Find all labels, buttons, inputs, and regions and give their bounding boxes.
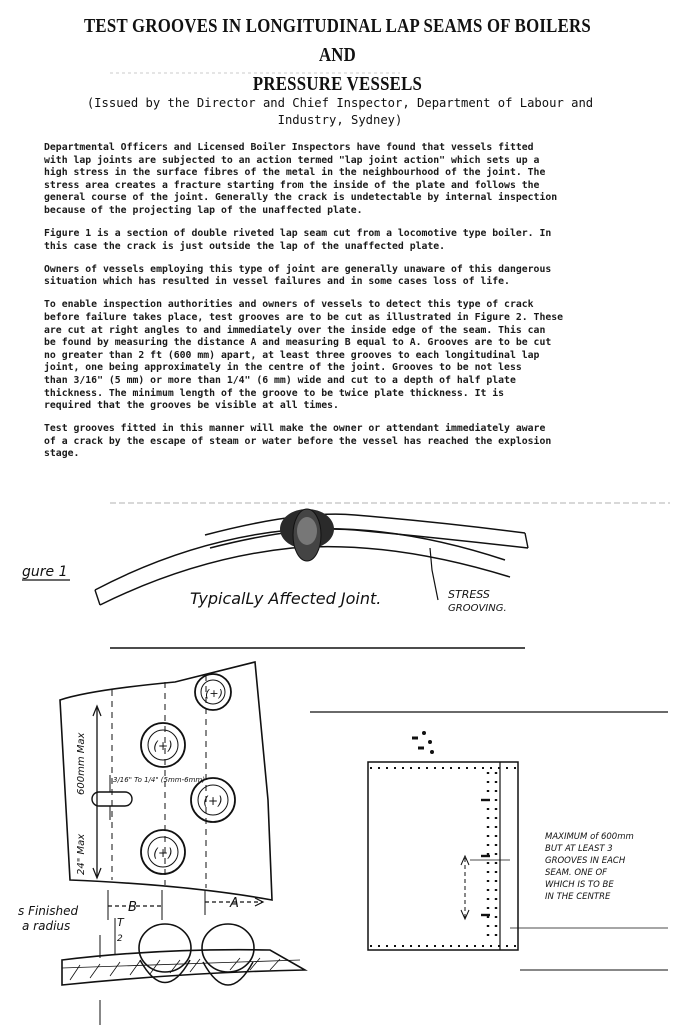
dimension-b-label: B [128,900,137,915]
title-line-2: PRESSURE VESSELS [252,74,423,95]
rivet-mark: (+) [205,687,223,700]
paragraph-owners-warning: Owners of vessels employing this type of joint are generally unaware of this dangerous situation which has resulted in vessel failures and in some cases loss of life. [44,263,552,288]
note-line-6: IN THE CENTRE [545,892,611,902]
paragraph-lap-joint-action: Departmental Officers and Licensed Boiler Inspectors have found that vessels fitted with lap joints are subjected to an action termed "lap joint action" which sets up a high stress in the surface fibres of the metal in the neighbourhood of the joint. The stress area creates a fracture starting from the inside of the plate and follows the general course of the joint. Generally the crack is undetectable by internal inspection because of the projecting lap of the unaffected plate. [44,142,558,216]
figure-3-note [545,832,634,902]
paragraph-test-grooves: Test grooves fitted in this manner will make the owner or attendant immediately aware of a crack by the escape of steam or water before the vessel has reached the explosion stage. [44,423,552,460]
figure-1-label: gure 1 [22,564,68,580]
issuer-line-1: (Issued by the Director and Chief Inspector, Department of Labour and [86,96,594,110]
figure-1-caption: TypicalLy Affected Joint. [190,589,382,608]
note-line-3: GROOVES IN EACH [545,856,626,866]
thickness-t-label: T [117,916,124,929]
dimension-24-inch: 24" Max [76,833,87,875]
stress-label: STRESS [448,588,490,601]
rivet-mark: (+) [203,794,223,808]
dimension-600mm: 600mm Max [76,732,87,795]
figure-2-section-view [62,918,305,1025]
finished-label: s Finished [18,904,79,918]
figure-1-lap-joint [95,509,528,648]
note-line-2: BUT AT LEAST 3 [545,844,613,854]
note-line-4: SEAM. ONE OF [545,868,608,878]
title-line-1: TEST GROOVES IN LONGITUDINAL LAP SEAMS OF BOILERS AND [83,16,592,66]
note-line-1: MAXIMUM of 600mm [545,832,634,842]
rivet-mark: (+) [153,846,173,860]
paragraph-inspection-procedure: To enable inspection authorities and owners of vessels to detect this type of crack before failure takes place, test grooves are to be cut as illustrated in Figure 2. These are cut at right angles to and immediately over the inside edge of the seam. This can be found by measuring the distance A and measuring B equal to A. Grooves are to be cut no greater than 2 ft (600 mm) apart, at least three grooves to each longitudinal lap joint, one being approximately in the centre of the joint. Grooves to be not less than 3/16" (5 mm) or more than 1/4" (6 mm) wide and cut to a depth of half plate thickness. The minimum length of the groove to be twice plate thickness. It is required that the grooves be visible at all times. [44,299,564,412]
groove-width-note: 3/16" To 1/4" (5mm-6mm) [113,776,205,784]
half-thickness-label: 2 [117,934,123,944]
figure-2-plan-view [60,662,272,920]
issuer-line-2: Industry, Sydney) [277,113,403,127]
grooving-label: GROOVING. [448,603,507,614]
paragraph-figure-1: Figure 1 is a section of double riveted lap seam cut from a locomotive type boiler. In this case the crack is just outside the lap of the unaffected plate. [44,228,552,252]
rivet-mark: (+) [153,739,173,753]
note-line-5: WHICH IS TO BE [545,880,614,890]
dimension-a-label: A [230,896,239,911]
radius-label: a radius [22,919,71,933]
